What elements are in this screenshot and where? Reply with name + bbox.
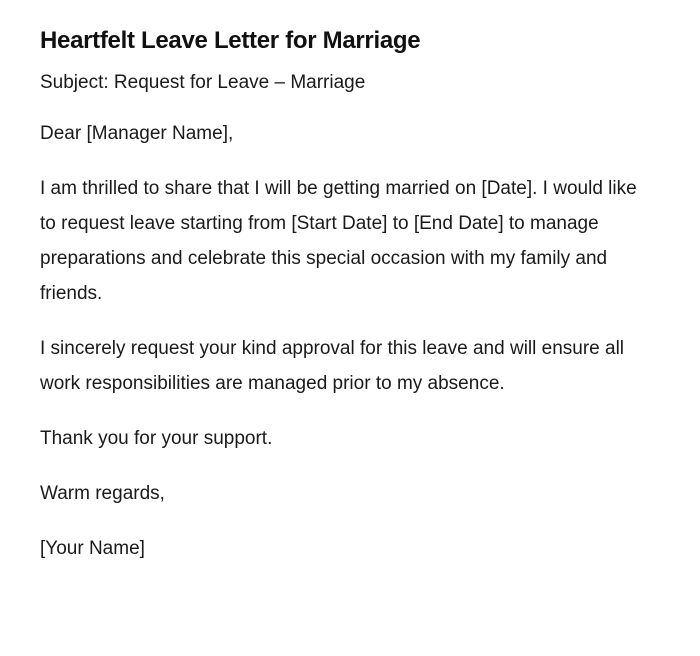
letter-salutation: Dear [Manager Name],	[40, 123, 234, 144]
letter-paragraph-approval: I sincerely request your kind approval for this leave and will ensure all work responsibilities are managed prior to my absence.	[40, 338, 625, 394]
letter-document	[40, 24, 640, 566]
letter-signature: [Your Name]	[40, 538, 145, 559]
letter-thanks: Thank you for your support.	[40, 428, 273, 449]
letter-title: Heartfelt Leave Letter for Marriage	[40, 27, 421, 54]
letter-subject: Subject: Request for Leave – Marriage	[40, 72, 366, 93]
letter-paragraph-request: I am thrilled to share that I will be getting married on [Date]. I would like to request leave starting from [Start Date] to [End Date] to manage preparations and celebrate this special occasion with my family and friends.	[40, 178, 637, 304]
letter-closing: Warm regards,	[40, 483, 165, 504]
